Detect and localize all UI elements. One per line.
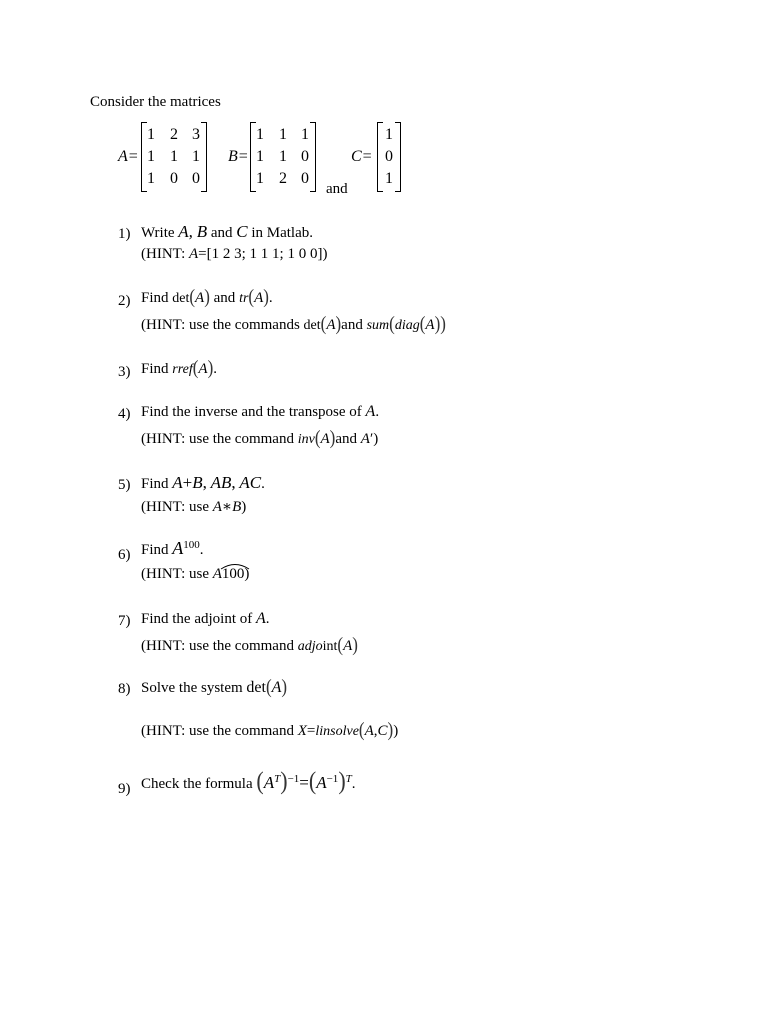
problem-1-hint: (HINT: A=[1 2 3; 1 1 1; 1 0 0]) bbox=[141, 246, 328, 262]
item-number: 4) bbox=[118, 406, 131, 422]
item-number: 5) bbox=[118, 477, 131, 493]
matrix-b-label: B= bbox=[228, 148, 249, 165]
item-number: 9) bbox=[118, 781, 131, 797]
matrix-a-cell: 3 bbox=[192, 126, 200, 143]
matrix-a bbox=[141, 122, 207, 192]
matrix-a-cell: 1 bbox=[147, 148, 155, 165]
problem-4-hint: (HINT: use the command inv(A)and A′) bbox=[141, 426, 379, 449]
problem-3-line: Find rref(A). bbox=[141, 356, 218, 379]
item-number: 7) bbox=[118, 613, 131, 629]
problem-5-hint: (HINT: use A∗B) bbox=[141, 499, 247, 515]
matrix-a-cell: 0 bbox=[170, 170, 178, 187]
matrix-a-cell: 1 bbox=[147, 126, 155, 143]
matrix-a-cell: 0 bbox=[192, 170, 200, 187]
hat-accent-icon bbox=[220, 562, 250, 570]
problem-4-line: Find the inverse and the transpose of A. bbox=[141, 403, 380, 420]
matrix-b-cell: 0 bbox=[301, 148, 309, 165]
item-number: 3) bbox=[118, 364, 131, 380]
matrix-b-cell: 1 bbox=[279, 148, 287, 165]
problem-7-hint: (HINT: use the command adjoint(A) bbox=[141, 633, 358, 656]
matrix-b-cell: 1 bbox=[279, 126, 287, 143]
matrix-b-cell: 1 bbox=[301, 126, 309, 143]
item-number: 6) bbox=[118, 547, 131, 563]
and-connector: and bbox=[326, 181, 348, 197]
problem-5-line: Find A+B, AB, AC. bbox=[141, 473, 265, 492]
matrix-c-cell: 1 bbox=[385, 126, 393, 143]
problem-1-line: Write A, B and C in Matlab. bbox=[141, 222, 313, 241]
problem-7-line: Find the adjoint of A. bbox=[141, 610, 270, 627]
problem-6-line: Find $A^{100}$. bbox=[141, 538, 204, 558]
matrix-c-label: C= bbox=[351, 148, 373, 165]
item-number: 1) bbox=[118, 226, 131, 242]
item-number: 2) bbox=[118, 293, 131, 309]
item-number: 8) bbox=[118, 681, 131, 697]
matrix-b-cell: 1 bbox=[256, 126, 264, 143]
problem-9-line: Check the formula $(A^T)^{-1}=(A^{-1})^T$. bbox=[141, 766, 356, 795]
matrix-b-cell: 1 bbox=[256, 170, 264, 187]
matrix-a-cell: 2 bbox=[170, 126, 178, 143]
matrix-b bbox=[250, 122, 316, 192]
matrix-a-label: A= bbox=[118, 148, 139, 165]
matrix-b-cell: 0 bbox=[301, 170, 309, 187]
matrix-c bbox=[377, 122, 401, 192]
problem-8-hint: (HINT: use the command X=linsolve(A,C)) bbox=[141, 718, 399, 741]
matrix-a-cell: 1 bbox=[170, 148, 178, 165]
matrix-c-cell: 0 bbox=[385, 148, 393, 165]
problem-6-hint: (HINT: use A100 ) bbox=[141, 566, 249, 583]
matrix-a-cell: 1 bbox=[147, 170, 155, 187]
matrix-b-cell: 2 bbox=[279, 170, 287, 187]
problem-2-hint: (HINT: use the commands det(A)and sum(diag(A)) bbox=[141, 312, 446, 335]
matrix-a-cell: 1 bbox=[192, 148, 200, 165]
problem-2-line: Find det(A) and tr(A). bbox=[141, 285, 273, 308]
matrix-b-cell: 1 bbox=[256, 148, 264, 165]
intro-text: Consider the matrices bbox=[90, 94, 221, 110]
matrix-c-cell: 1 bbox=[385, 170, 393, 187]
problem-8-line: Solve the system det(A) bbox=[141, 675, 288, 698]
